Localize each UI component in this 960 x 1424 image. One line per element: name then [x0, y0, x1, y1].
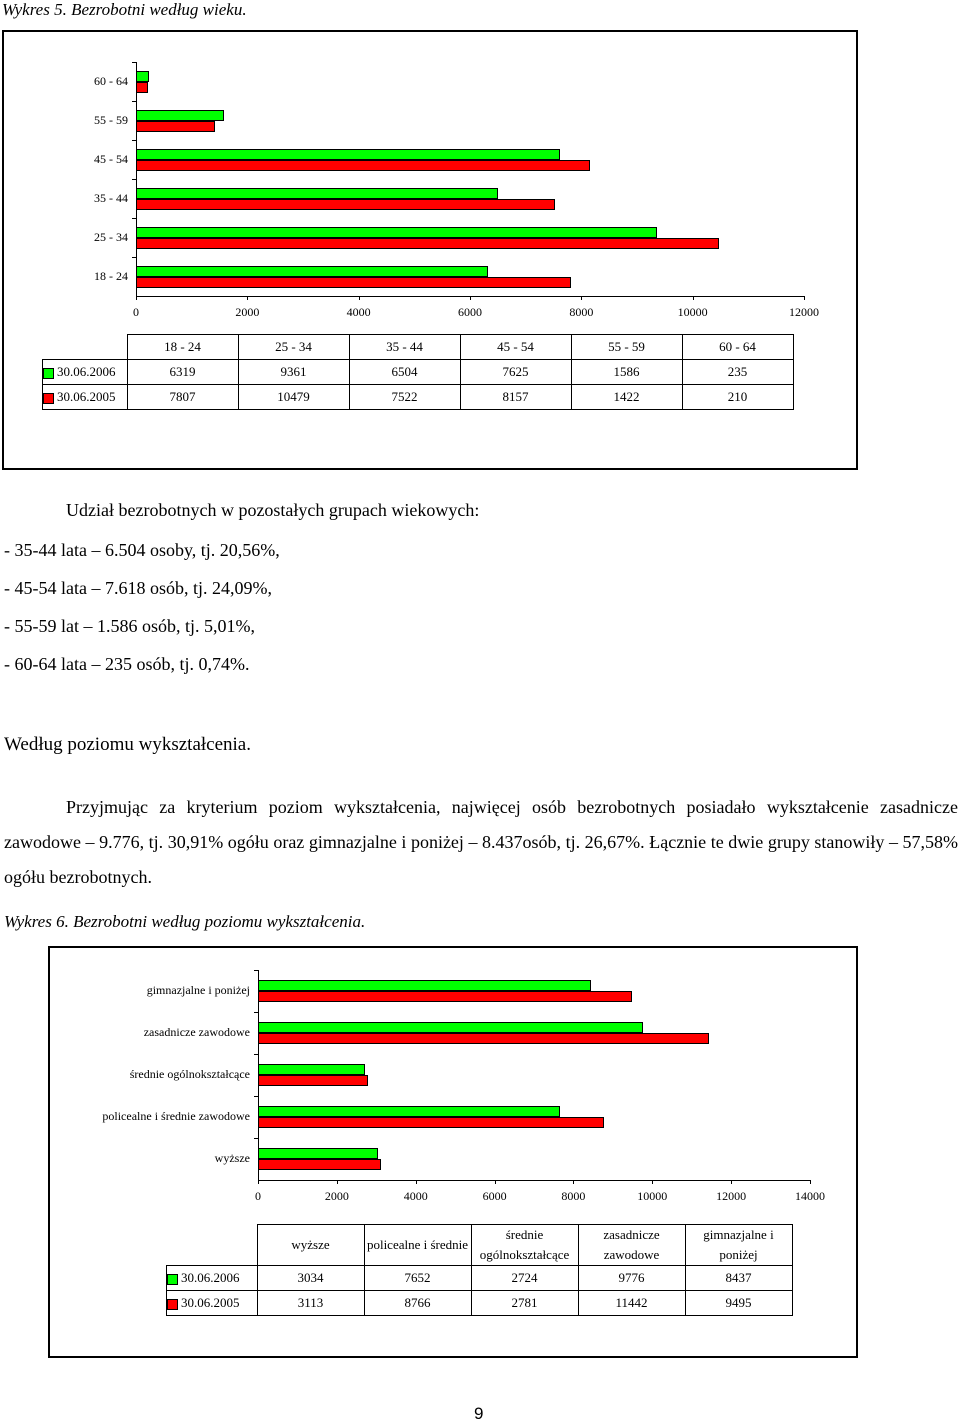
- x-tick: [416, 1180, 417, 1184]
- category-label: 35 - 44: [94, 190, 128, 205]
- table-cell: 8437: [685, 1266, 792, 1291]
- table-cell: 1586: [571, 360, 682, 385]
- x-tick-label: 6000: [482, 1189, 507, 1203]
- legend-swatch: [167, 1299, 178, 1310]
- x-tick: [573, 1180, 574, 1184]
- table-cell: 6319: [127, 360, 238, 385]
- legend-cell: [167, 1266, 258, 1291]
- table-row: [43, 385, 794, 410]
- chart2-box: [48, 946, 858, 1358]
- bar-2006: [258, 980, 591, 991]
- category-label: 25 - 34: [94, 229, 128, 244]
- table-cell: 3113: [257, 1291, 364, 1316]
- x-tick: [693, 296, 694, 300]
- bar-2005: [136, 238, 719, 249]
- x-tick: [337, 1180, 338, 1184]
- x-tick-label: 4000: [403, 1189, 428, 1203]
- x-tick: [810, 1180, 811, 1184]
- x-axis: [258, 1180, 810, 1181]
- table-header-cell: gimnazjalne i poniżej: [685, 1225, 792, 1266]
- y-tick: [254, 1096, 258, 1097]
- bar-2006: [136, 188, 498, 199]
- table-cell: 7807: [127, 385, 238, 410]
- share-heading: Udział bezrobotnych w pozostałych grupach wiekowych:: [66, 500, 480, 520]
- bar-2006: [258, 1022, 643, 1033]
- category-label: 60 - 64: [94, 73, 128, 88]
- table-row: [43, 360, 794, 385]
- legend-swatch: [43, 368, 54, 379]
- table-cell: 2781: [471, 1291, 578, 1316]
- table-cell: 8157: [460, 385, 571, 410]
- table-header-cell: 60 - 64: [682, 335, 793, 360]
- y-tick: [254, 1054, 258, 1055]
- category-label: wyższe: [214, 1151, 250, 1165]
- x-tick: [581, 296, 582, 300]
- legend-label: 30.06.2005: [57, 389, 116, 404]
- bar-2005: [136, 199, 555, 210]
- bar-2006: [258, 1148, 378, 1159]
- bar-2005: [258, 1075, 368, 1086]
- table-header-cell: 45 - 54: [460, 335, 571, 360]
- table-cell: 11442: [578, 1291, 685, 1316]
- table-header-cell: 55 - 59: [571, 335, 682, 360]
- bar-2006: [258, 1106, 560, 1117]
- x-tick: [470, 296, 471, 300]
- table-header-cell: 25 - 34: [238, 335, 349, 360]
- body-paragraph: Przyjmując za kryterium poziom wykształcenia, najwięcej osób bezrobotnych posiadało wykształcenie zasadnicze zawodowe – 9.776, tj. 30,91% ogółu oraz gimnazjalne i poniżej – 8.437osób, tj. 26,67%. Łącznie te dwie grupy stanowiły – 57,58% ogółu bezrobotnych.: [4, 797, 958, 887]
- bar-2006: [136, 227, 657, 238]
- category-label: 18 - 24: [94, 268, 128, 283]
- category-label: średnie ogólnokształcące: [129, 1067, 250, 1081]
- y-axis: [136, 62, 137, 296]
- x-tick-label: 10000: [677, 305, 708, 319]
- table-cell: 235: [682, 360, 793, 385]
- bar-2005: [136, 160, 590, 171]
- table-cell: 10479: [238, 385, 349, 410]
- table-cell: 210: [682, 385, 793, 410]
- y-tick: [254, 1012, 258, 1013]
- x-tick: [247, 296, 248, 300]
- y-tick: [132, 179, 136, 180]
- x-tick-label: 12000: [789, 305, 819, 319]
- x-tick-label: 0: [133, 305, 139, 319]
- y-tick: [132, 218, 136, 219]
- table-header-cell: średnie ogólnokształcące: [471, 1225, 578, 1266]
- y-tick: [132, 101, 136, 102]
- x-tick-label: 2000: [324, 1189, 349, 1203]
- table-cell: 8766: [364, 1291, 471, 1316]
- chart1-box: [2, 30, 858, 470]
- chart1-plot: [4, 32, 856, 332]
- x-tick-label: 2000: [235, 305, 260, 319]
- category-label: policealne i średnie zawodowe: [102, 1109, 250, 1123]
- category-label: gimnazjalne i poniżej: [146, 983, 250, 997]
- y-tick: [132, 257, 136, 258]
- legend-cell: [43, 360, 128, 385]
- category-label: zasadnicze zawodowe: [143, 1025, 250, 1039]
- x-tick: [258, 1180, 259, 1184]
- x-tick: [495, 1180, 496, 1184]
- chart2-caption: Wykres 6. Bezrobotni według poziomu wykształcenia.: [4, 912, 366, 931]
- table-cell: 2724: [471, 1266, 578, 1291]
- table-cell: 7522: [349, 385, 460, 410]
- bar-2006: [136, 110, 224, 121]
- bar-2006: [136, 149, 560, 160]
- table-header-cell: 18 - 24: [127, 335, 238, 360]
- bar-2005: [136, 277, 571, 288]
- section-heading: Według poziomu wykształcenia.: [4, 734, 251, 755]
- table-cell: 7625: [460, 360, 571, 385]
- table-corner: [167, 1225, 258, 1266]
- legend-label: 30.06.2005: [181, 1295, 240, 1310]
- y-tick: [254, 1138, 258, 1139]
- x-tick: [359, 296, 360, 300]
- y-tick: [132, 62, 136, 63]
- x-tick: [652, 1180, 653, 1184]
- bar-2005: [258, 1033, 709, 1044]
- bar-2006: [136, 71, 149, 82]
- bar-2006: [258, 1064, 365, 1075]
- table-header-cell: 35 - 44: [349, 335, 460, 360]
- table-header-row: [43, 335, 794, 360]
- x-tick-label: 4000: [346, 305, 371, 319]
- x-tick-label: 8000: [569, 305, 594, 319]
- table-cell: 7652: [364, 1266, 471, 1291]
- table-cell: 3034: [257, 1266, 364, 1291]
- table-header-row: [167, 1225, 793, 1266]
- chart2-plot: [50, 948, 856, 1223]
- x-tick-label: 14000: [795, 1189, 825, 1203]
- bar-2006: [136, 266, 488, 277]
- y-tick: [132, 140, 136, 141]
- table-header-cell: policealne i średnie: [364, 1225, 471, 1266]
- x-tick: [804, 296, 805, 300]
- share-item: - 60-64 lata – 235 osób, tj. 0,74%.: [4, 654, 250, 674]
- share-item: - 35-44 lata – 6.504 osoby, tj. 20,56%,: [4, 540, 280, 560]
- table-cell: 9495: [685, 1291, 792, 1316]
- table-cell: 9776: [578, 1266, 685, 1291]
- bar-2005: [136, 121, 215, 132]
- table-cell: 6504: [349, 360, 460, 385]
- legend-cell: [167, 1291, 258, 1316]
- table-header-cell: zasadnicze zawodowe: [578, 1225, 685, 1266]
- table-row: [167, 1291, 793, 1316]
- legend-cell: [43, 385, 128, 410]
- table-cell: 9361: [238, 360, 349, 385]
- bar-2005: [136, 82, 148, 93]
- table-header-cell: wyższe: [257, 1225, 364, 1266]
- bar-2005: [258, 1159, 381, 1170]
- table-row: [167, 1266, 793, 1291]
- x-tick-label: 10000: [637, 1189, 668, 1203]
- bar-2005: [258, 991, 632, 1002]
- x-tick-label: 0: [255, 1189, 261, 1203]
- x-tick-label: 8000: [561, 1189, 586, 1203]
- chart1-data-table: [42, 334, 794, 410]
- x-tick: [731, 1180, 732, 1184]
- bar-2005: [258, 1117, 604, 1128]
- legend-label: 30.06.2006: [181, 1270, 240, 1285]
- legend-label: 30.06.2006: [57, 364, 116, 379]
- chart2-data-table: [166, 1224, 793, 1316]
- chart1-caption: Wykres 5. Bezrobotni według wieku.: [2, 0, 247, 19]
- share-item: - 45-54 lata – 7.618 osób, tj. 24,09%,: [4, 578, 272, 598]
- x-tick-label: 6000: [458, 305, 482, 319]
- legend-swatch: [167, 1274, 178, 1285]
- category-label: 45 - 54: [94, 151, 128, 166]
- table-cell: 1422: [571, 385, 682, 410]
- category-label: 55 - 59: [94, 112, 128, 127]
- y-tick: [254, 970, 258, 971]
- page-number: 9: [474, 1404, 484, 1423]
- share-item: - 55-59 lat – 1.586 osób, tj. 5,01%,: [4, 616, 255, 636]
- x-tick: [136, 296, 137, 300]
- legend-swatch: [43, 393, 54, 404]
- table-corner: [43, 335, 128, 360]
- x-tick-label: 12000: [716, 1189, 747, 1203]
